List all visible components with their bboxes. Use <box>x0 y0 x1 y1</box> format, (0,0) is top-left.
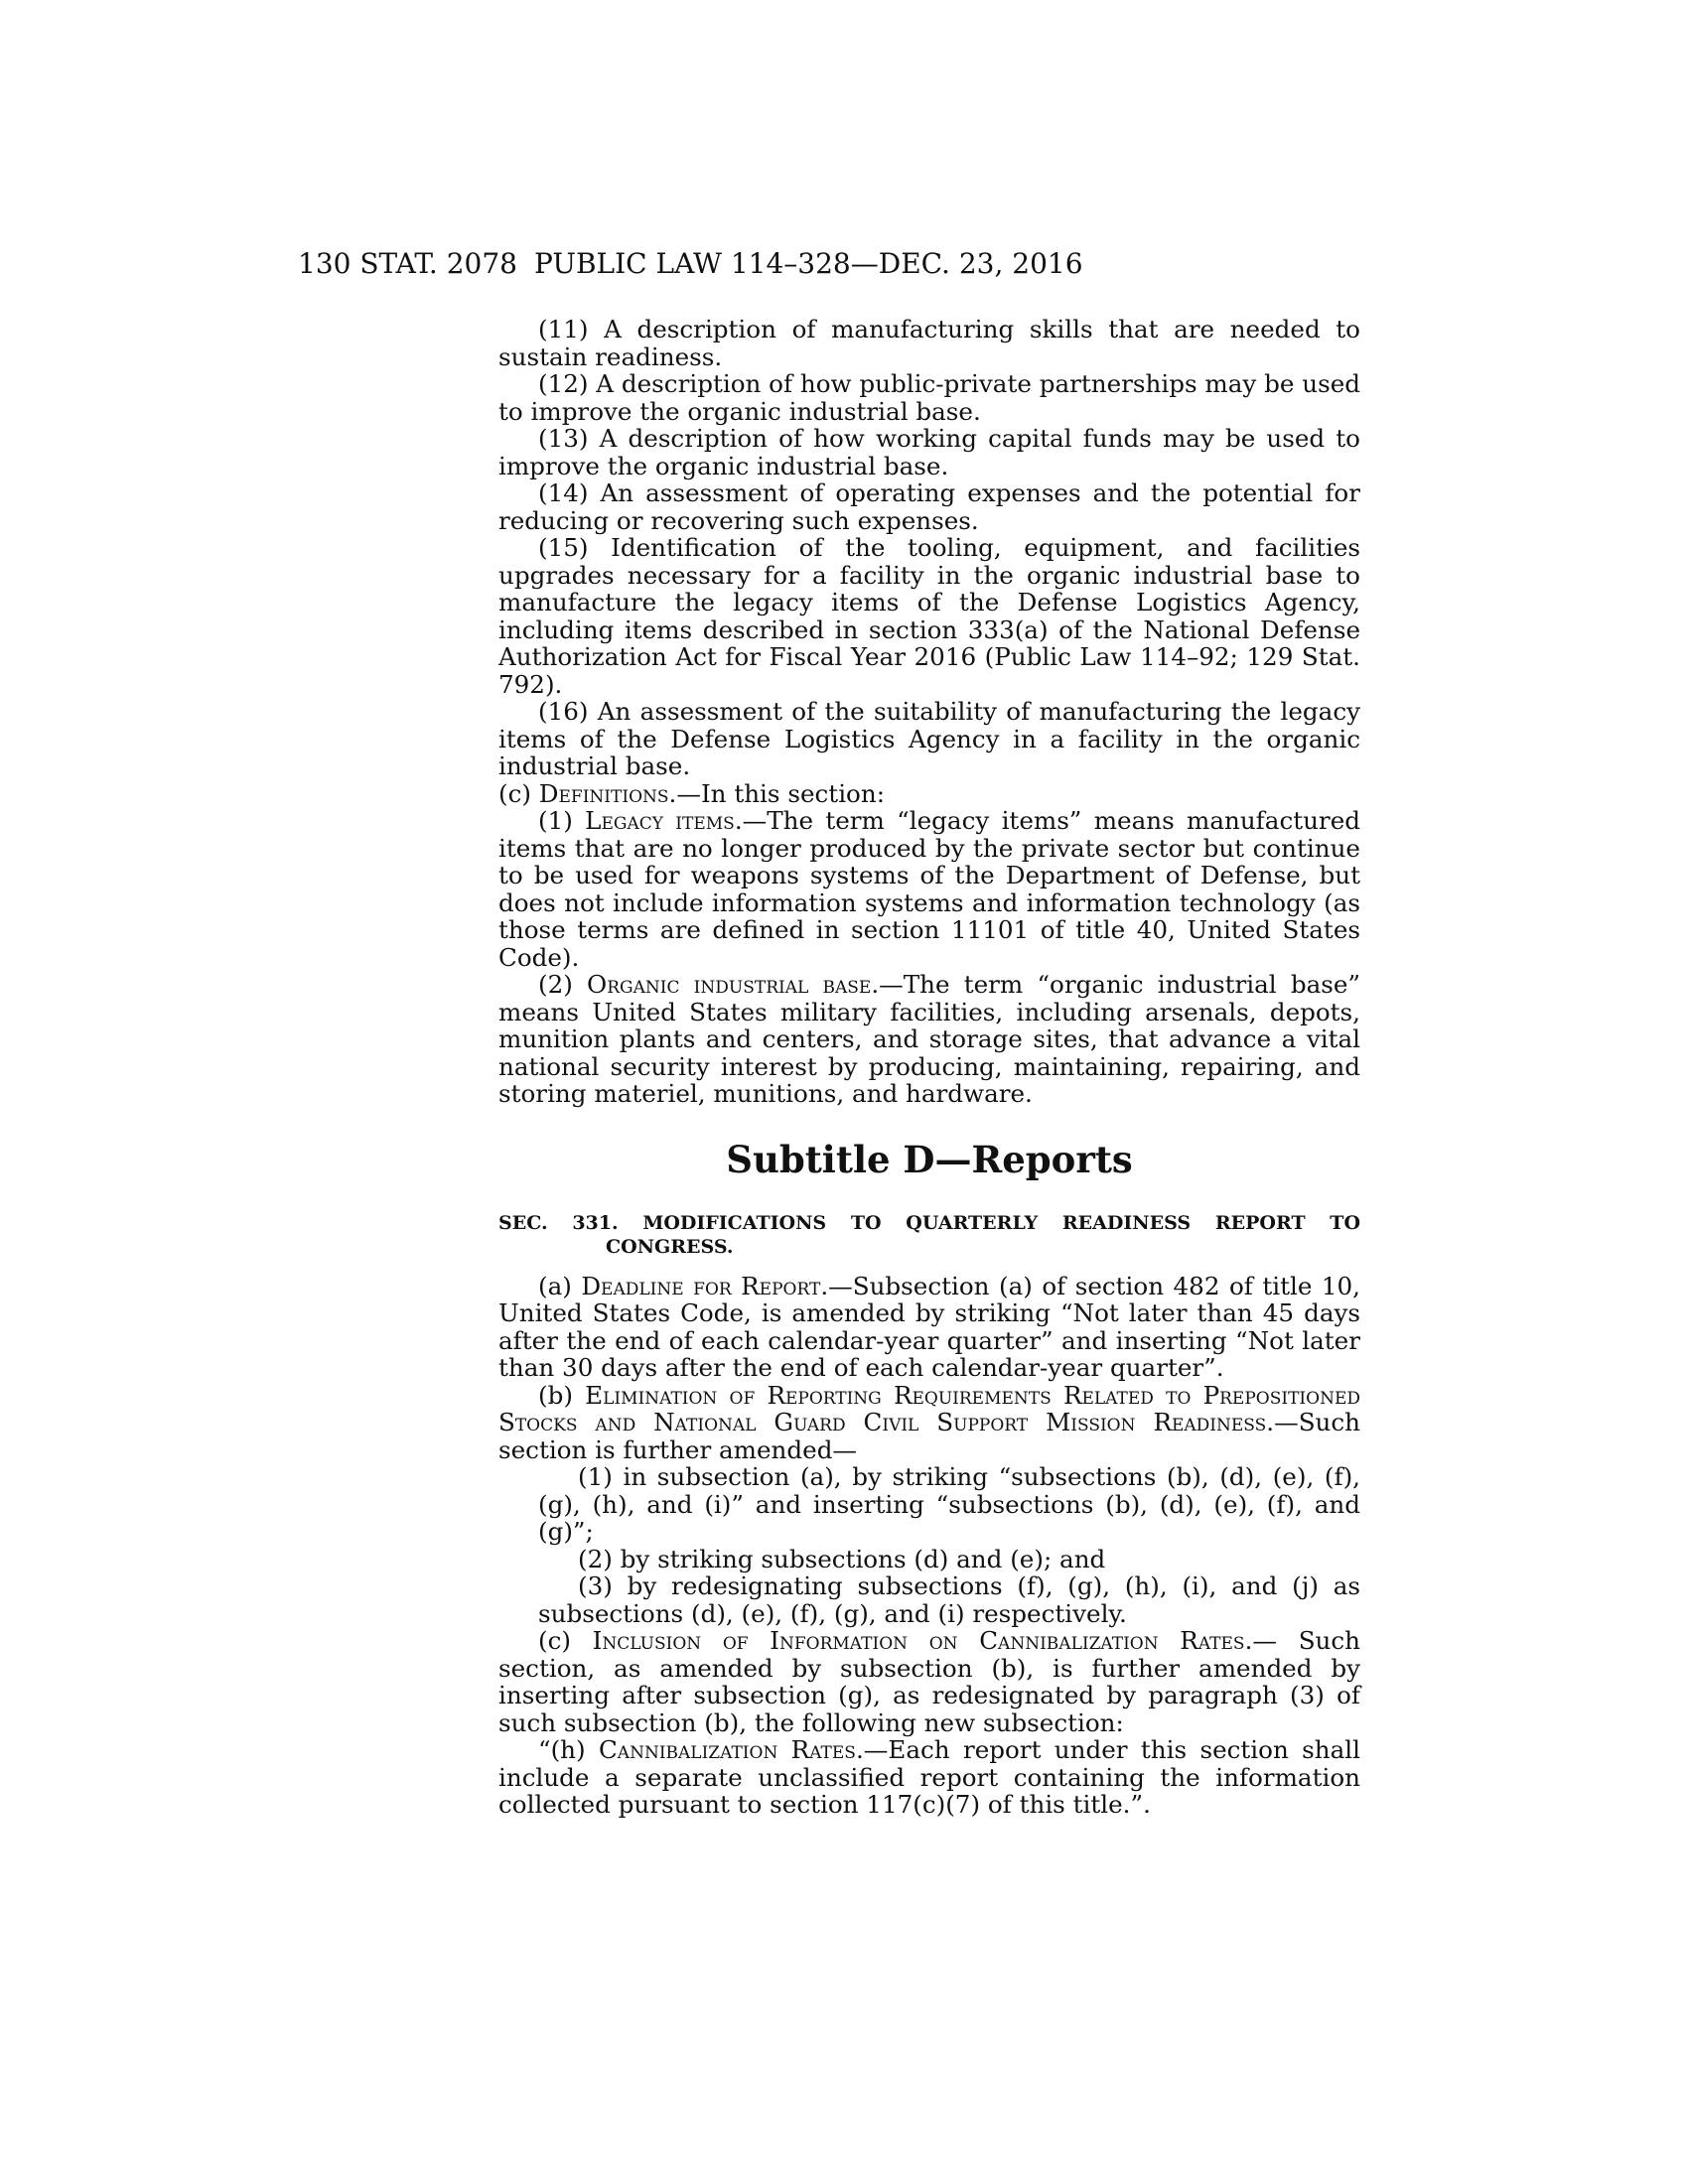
statute-page-number: 130 STAT. 2078 <box>298 247 517 280</box>
item-14: (14) An assessment of operating expenses and the potential for reducing or recovering such expenses. <box>498 478 1360 535</box>
subsection-a-text: .—Subsection (a) of section 482 of title 10, United States Code, is amended by striking “Not later than 45 days after the end of each calendar-year quarter” and inserting “Not later than 30 days after the end of each calendar-year quarter”. <box>498 1271 1360 1382</box>
definitions-intro-text: .—In this section: <box>668 778 885 808</box>
def2-heading: Organic industrial base <box>587 970 872 999</box>
subsection-a-heading: Deadline for Report <box>581 1271 821 1300</box>
def1-num: (1) <box>538 806 586 835</box>
new-subsection-h <box>498 1736 1360 1819</box>
section-heading: SEC. 331. MODIFICATIONS TO QUARTERLY READINESS REPORT TO CONGRESS. <box>498 1211 1360 1258</box>
paragraph-b1: (1) in subsection (a), by striking “subsections (b), (d), (e), (f), (g), (h), and (i)” and inserting “subsections (b), (d), (e), (f), and (g)”; <box>538 1462 1360 1546</box>
paragraph-b3: (3) by redesignating subsections (f), (g), (h), (i), and (j) as subsections (d), (e), (f), (g), and (i) respectively. <box>538 1571 1360 1628</box>
subsection-c-num: (c) <box>538 1626 593 1655</box>
subsection-h-num: “(h) <box>538 1735 599 1764</box>
subsection-b <box>498 1382 1360 1464</box>
subsection-c-text: .— Such section, as amended by subsection (b), is further amended by inserting after subsection (g), as redesignated by paragraph (3) of such subsection (b), the following new subsection: <box>498 1626 1360 1737</box>
def1-text: .—The term “legacy items” means manufactured items that are no longer produced by the private sector but continue to be used for weapons systems of the Department of Defense, but does not include information systems and information technology (as those terms are defined in section 11101 of title 40, United States Code). <box>498 806 1360 972</box>
definition-legacy-items <box>498 807 1360 971</box>
subsection-b-num: (b) <box>538 1380 586 1410</box>
subsection-c <box>498 1627 1360 1736</box>
item-12: (12) A description of how public-private partnerships may be used to improve the organic industrial base. <box>498 369 1360 426</box>
subsection-h-text: .—Each report under this section shall include a separate unclassified report containing the information collected pursuant to section 117(c)(7) of this title.”. <box>498 1735 1361 1819</box>
subsection-c-heading: Inclusion of Information on Cannibalization Rates <box>592 1626 1245 1655</box>
definitions-intro <box>498 780 1360 808</box>
item-15: (15) Identification of the tooling, equipment, and facilities upgrades necessary for a facility in the organic industrial base to manufacture the legacy items of the Defense Logistics Agency, including items described in section 333(a) of the National Defense Authorization Act for Fiscal Year 2016 (Public Law 114–92; 129 Stat. 792). <box>498 533 1360 699</box>
item-13: (13) A description of how working capital funds may be used to improve the organic industrial base. <box>498 424 1360 480</box>
definitions-heading: Definitions <box>538 778 669 808</box>
subsection-a-num: (a) <box>538 1271 582 1300</box>
subsection-b-heading: Elimination of Reporting Requirements Related to Prepositioned Stocks and National Guard Civil Support Mission Readiness <box>498 1380 1360 1436</box>
def2-text: .—The term “organic industrial base” means United States military facilities, including arsenals, depots, munition plants and centers, and storage sites, that advance a vital national security interest by producing, maintaining, repairing, and storing materiel, munitions, and hardware. <box>498 970 1360 1108</box>
subtitle-heading: Subtitle D—Reports <box>726 1137 1133 1181</box>
page-header <box>298 247 1390 287</box>
item-16: (16) An assessment of the suitability of manufacturing the legacy items of the Defense Logistics Agency in a facility in the organic industrial base. <box>498 697 1360 780</box>
subsection-a <box>498 1273 1360 1382</box>
paragraph-b2: (2) by striking subsections (d) and (e); and <box>578 1544 1106 1573</box>
subsection-h-heading: Cannibalization Rates <box>598 1735 856 1764</box>
item-11: (11) A description of manufacturing skills that are needed to sustain readiness. <box>498 315 1360 371</box>
def1-heading: Legacy items <box>585 806 735 835</box>
body-text <box>498 316 1360 1819</box>
definition-organic-industrial-base <box>498 971 1360 1108</box>
subsection-b-text: .—Such section is further amended— <box>498 1408 1360 1464</box>
public-law-citation: PUBLIC LAW 114–328—DEC. 23, 2016 <box>534 247 1083 280</box>
definitions-lead: (c) <box>498 778 539 808</box>
def2-num: (2) <box>538 970 588 999</box>
